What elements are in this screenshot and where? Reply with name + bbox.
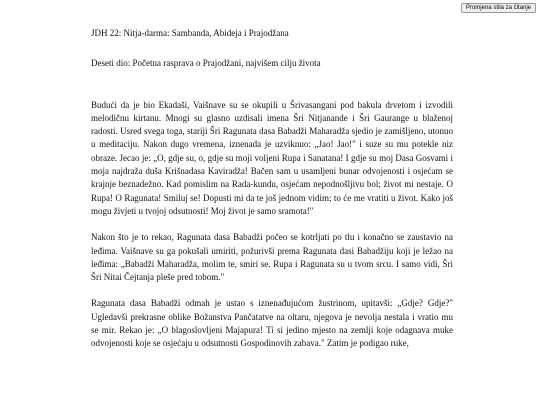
document-content xyxy=(91,0,453,351)
document-subtitle: Deseti dio: Početna rasprava o Prajodžani, najvišem cilju života xyxy=(91,58,321,69)
document-title: JDH 22: Nitja-darma: Sambanda, Abideja i Prajodžana xyxy=(91,28,289,38)
paragraph: Nakon što je to rekao, Ragunata dasa Babadži počeo se kotrljati po tlu i konačno se zaustavio na leđima. Vaišnave su ga pokušali umiriti, požurivši prema Ragunata dasi Babadžiju koji je ležao na leđima: „Babadži Maharadža, molim te, smiri se. Rupa i Ragunata su u tvom srcu. I samo vidi, Šri Šri Nitai Čejtanja pleše pred tobom." xyxy=(91,232,453,283)
reading-style-button[interactable]: Promjena stila za čitanje xyxy=(461,3,536,13)
paragraph: Budući da je bio Ekadaši, Vaišnave su se okupili u Šrivasangani pod bakula drvetom i izvodili melodičnu kirtanu. Mnogi su glasno uzdisali imena Šri Nitjanande i Šri Gaurange u blaženoj radosti. Usred svega toga, stariji Šri Ragunata dasa Babadži Maharadža sjedio je zamišljeno, utonuo u meditaciju. Nakon dugo vremena, iznenada je uzviknuo: „Jao! Jao!" i suze su mu potekle niz obraze. Jecao je: „O, gdje su, o, gdje su moji voljeni Rupa i Sanatana! I gdje su moj Dasa Gosvami i moja najdraža duša Krišnadasa Kaviradža! Bačen sam u usamljeni bunar odvojenosti i osjećam se krajnje beznadežno. Kad pomislim na Rada-kundu, osjećam nepodnošljivu bol; život mi nestaje. O Rupa! O Ragunata! Smiluj se! Dopusti mi da te još jednom vidim; to će me vratiti u život. Kako još mogu živjeti u tvojoj odsutnosti! Moj život je samo sramota!" xyxy=(91,99,453,216)
paragraph: Ragunata dasa Babadži odmah je ustao s iznenađujućom žustrinom, upitavši: „Gdje? Gdje?" Ugledavši prekrasne oblike Božanstva Pančatatve na oltaru, njegova je nevolja nestala i vratio mu se mir. Rekao je: „O blagoslovljeni Majapura! Ti si jedino mjesto na zemlji koje odagnava muke odvojenosti koje se osjećaju u odsutnosti Gospodinovih zabava." Zatim je podigao ruke, xyxy=(91,298,453,349)
